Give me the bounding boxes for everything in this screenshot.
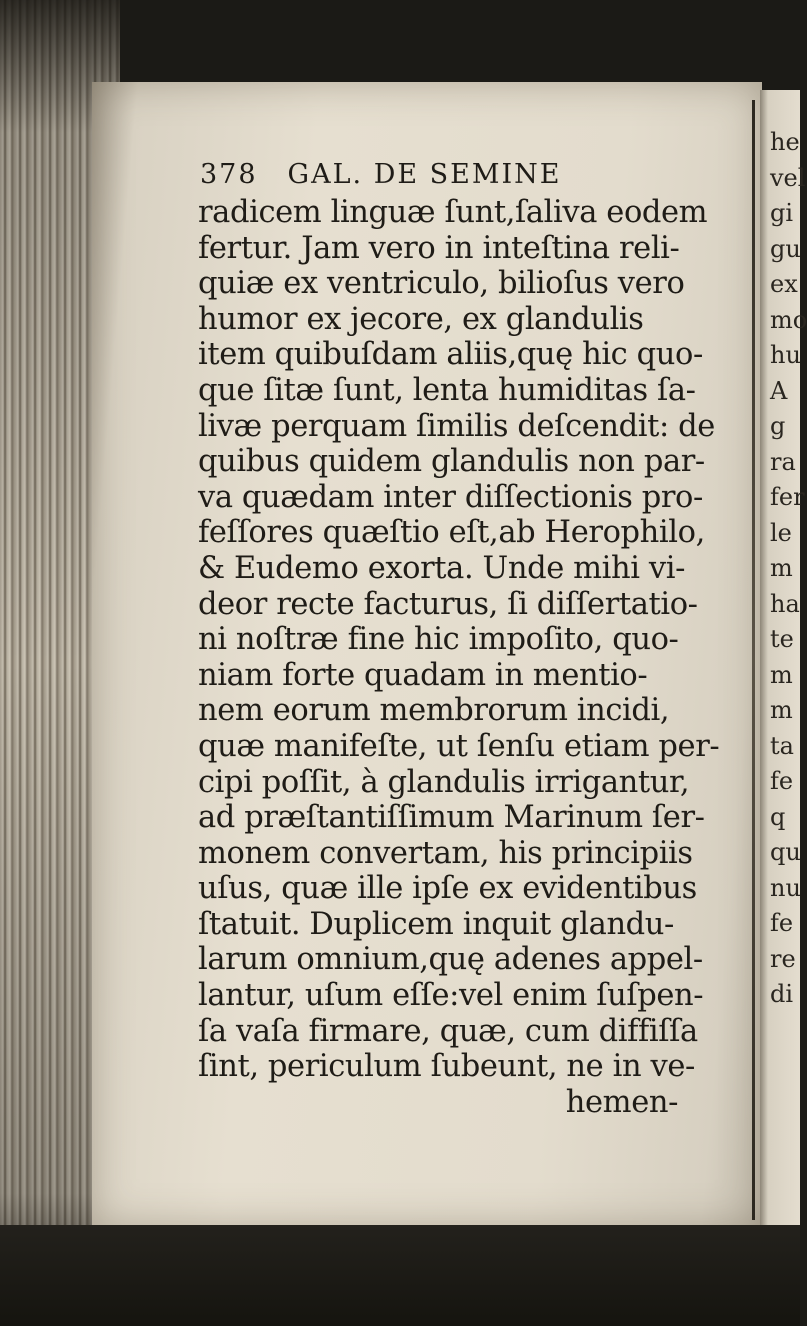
text-line: uſus, quæ ille ipſe ex evidentibus xyxy=(198,871,697,907)
facing-page-fragment: m xyxy=(770,696,793,724)
facing-page-fragment: qu xyxy=(770,838,801,866)
text-line: & Eudemo exorta. Unde mihi vi- xyxy=(198,550,686,586)
running-head xyxy=(200,155,758,195)
facing-page-fragment: ra xyxy=(770,447,796,476)
text-line: ad præſtantiſſimum Marinum ſer- xyxy=(198,800,705,836)
text-line: quæ manifeſte, ut ſenſu etiam per- xyxy=(198,728,720,764)
page-number: 378 xyxy=(200,159,258,190)
facing-page-fragment: g xyxy=(770,412,786,440)
facing-page-fragment: di xyxy=(770,980,794,1008)
facing-page-fragment: m xyxy=(770,660,793,689)
facing-page-fragment: fe xyxy=(770,909,794,937)
text-line: livæ perquam ſimilis deſcendit: de xyxy=(198,408,715,444)
text-line: monem convertam, his principiis xyxy=(198,835,693,871)
text-line: quiæ ex ventriculo, bilioſus vero xyxy=(198,266,685,302)
facing-page-fragment: ha xyxy=(770,589,800,618)
facing-page-fragment: re xyxy=(770,944,796,973)
text-line: quibus quidem glandulis non par- xyxy=(198,444,705,480)
facing-page-fragment: fer xyxy=(770,483,805,511)
facing-page-fragment: te xyxy=(770,625,794,653)
facing-page-fragment: vel xyxy=(770,163,806,192)
facing-page-fragment: gu xyxy=(770,234,801,263)
facing-page-fragment: q xyxy=(770,802,786,831)
facing-page-fragment: mo xyxy=(770,305,807,334)
facing-page-fragment: ta xyxy=(770,731,794,760)
text-line: lantur, uſum eſſe:vel enim ſuſpen- xyxy=(198,978,704,1014)
text-block xyxy=(198,155,758,1120)
text-line: cipi poſſit, à glandulis irrigantur, xyxy=(198,764,690,800)
text-line: ni noſtræ fine hic impoſito, quo- xyxy=(198,622,679,658)
text-line: deor recte facturus, ſi diſſertatio- xyxy=(198,586,698,622)
facing-page-fragment: ex xyxy=(770,270,798,298)
facing-page-fragments xyxy=(770,125,807,1013)
catchword: hemen- xyxy=(565,1084,678,1120)
text-line: ſa vaſa firmare, quæ, cum diffiſſa xyxy=(198,1013,698,1049)
text-line: radicem linguæ ſunt,ſaliva eodem xyxy=(198,195,708,230)
running-title: GAL. DE SEMINE xyxy=(287,159,562,190)
background-bottom xyxy=(0,1225,800,1326)
text-line: larum omnium,quę adenes appel- xyxy=(198,942,703,978)
text-line: va quædam inter diſſectionis pro- xyxy=(198,479,703,515)
text-line: niam forte quadam in mentio- xyxy=(198,657,648,693)
facing-page-fragment: nu xyxy=(770,873,801,902)
facing-page-fragment: gi xyxy=(770,199,794,227)
facing-page-fragment: fe xyxy=(770,767,794,795)
text-line: humor ex jecore, ex glandulis xyxy=(198,301,644,337)
text-line: item quibuſdam aliis,quę hic quo- xyxy=(198,337,703,373)
facing-page-fragment: hu xyxy=(770,341,801,369)
facing-page-fragment: he xyxy=(770,128,800,156)
body-text xyxy=(198,195,758,1085)
text-line: feſſores quæſtio eſt,ab Herophilo, xyxy=(198,515,705,551)
text-line: ſtatuit. Duplicem inquit glandu- xyxy=(198,906,674,942)
facing-page-fragment: m xyxy=(770,554,793,582)
text-line: fertur. Jam vero in inteſtina reli- xyxy=(198,230,680,266)
text-line: nem eorum membrorum incidi, xyxy=(198,693,670,729)
text-line: que ſitæ ſunt, lenta humiditas ſa- xyxy=(198,372,696,408)
text-line: ſint, periculum ſubeunt, ne in ve- xyxy=(198,1049,695,1085)
facing-page-fragment: le xyxy=(770,518,792,547)
facing-page-fragment: A xyxy=(770,376,788,405)
